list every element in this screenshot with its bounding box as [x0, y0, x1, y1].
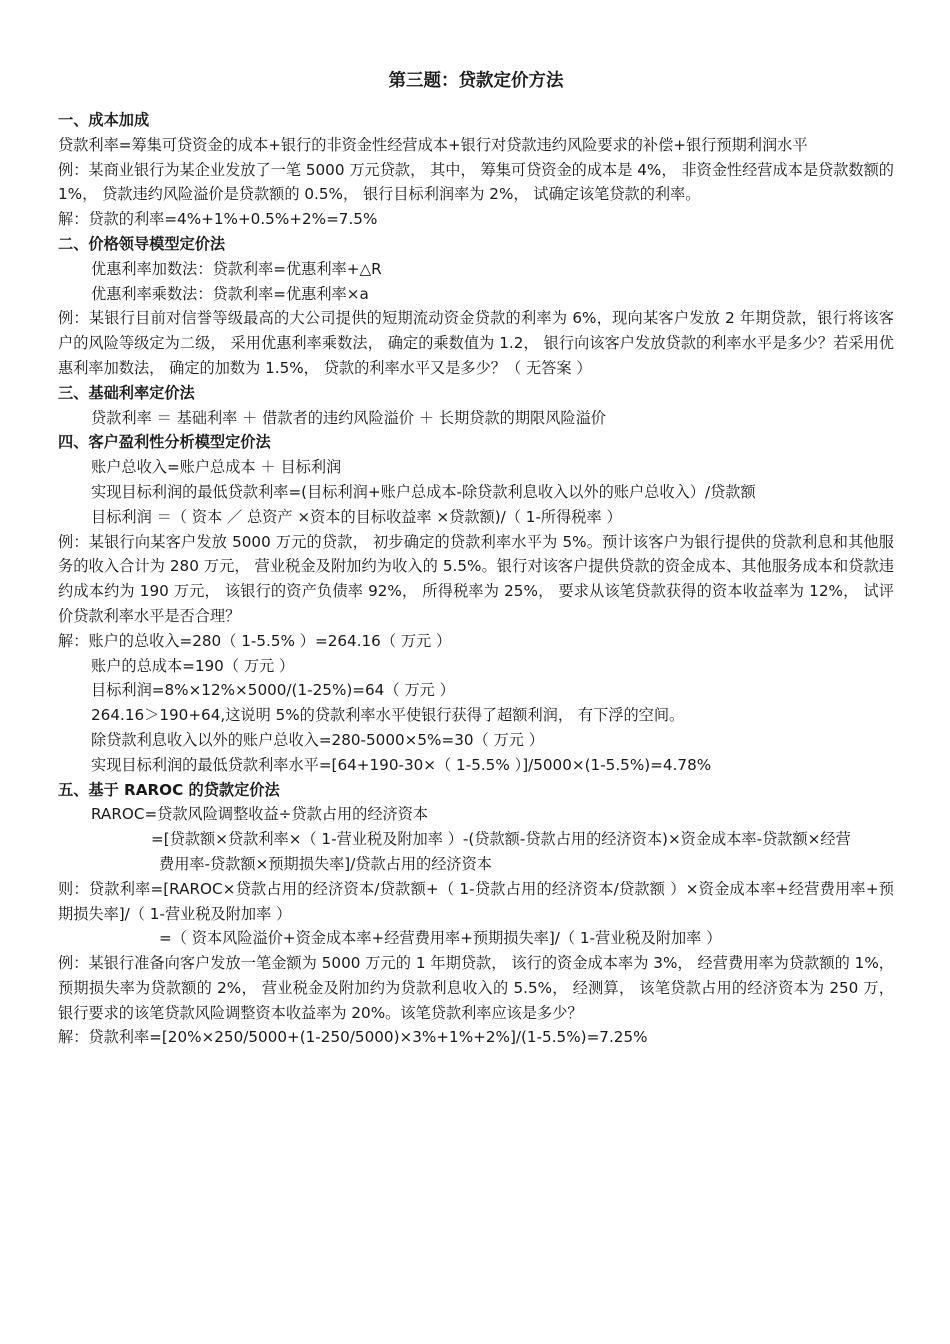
section-4-formula-2: 实现目标利润的最低贷款利率=(目标利润+账户总成本-除贷款利息收入以外的账户总收入）/贷款额: [91, 482, 756, 501]
section-5-solution: 解：贷款利率=[20%×250/5000+(1-250/5000)×3%+1%+2%]/(1-5.5%)=7.25%: [58, 1028, 648, 1047]
section-1-formula: 贷款利率=筹集可贷资金的成本+银行的非资金性经营成本+银行对贷款违约风险要求的补偿+银行预期利润水平: [58, 135, 808, 154]
section-4-solution-5: 除贷款利息收入以外的账户总收入=280-5000×5%=30（ 万元 ）: [91, 730, 544, 749]
section-4-heading: 四、客户盈利性分析模型定价法: [58, 433, 271, 452]
section-4-solution-2: 账户的总成本=190（ 万元 ）: [91, 656, 295, 675]
section-4-solution-1: 解：账户的总收入=280（ 1-5.5% ）=264.16（ 万元 ）: [58, 631, 452, 650]
document-page: [58, 68, 894, 1050]
page-title: 第三题：贷款定价方法: [388, 71, 564, 91]
section-2-mult-method: 优惠利率乘数法：贷款利率=优惠利率×a: [91, 284, 369, 303]
section-4-solution-4: 264.16＞190+64,这说明 5%的贷款利率水平使银行获得了超额利润， 有下浮的空间。: [91, 706, 685, 725]
section-5-then: 则：贷款利率=[RAROC×贷款占用的经济资本/贷款额+（ 1-贷款占用的经济资本/贷款额 ）×资金成本率+经营费用率+预期损失率]/（ 1-营业税及附加率 ）: [58, 879, 894, 923]
section-5-example: 例：某银行准备向客户发放一笔金额为 5000 万元的 1 年期贷款， 该行的资金成本率为 3%， 经营费用率为贷款额的 1%， 预期损失率为贷款额的 2%， 营业税金及附加约为贷款利息收入的 5.5%， 经测算， 该笔贷款占用的经济资本为 250 万， 银行要求的该笔贷款风险调整资本收益率为 20%。该笔贷款利率应该是多少？: [58, 954, 894, 1022]
section-1-heading: 一、成本加成: [58, 111, 150, 129]
section-1-solution: 解：贷款的利率=4%+1%+0.5%+2%=7.5%: [58, 210, 378, 229]
section-2-heading: 二、价格领导模型定价法: [58, 234, 226, 253]
section-5-then-2: =（ 资本风险溢价+资金成本率+经营费用率+预期损失率]/（ 1-营业税及附加率 ）: [159, 929, 722, 948]
section-4-example: 例：某银行向某客户发放 5000 万元的贷款， 初步确定的贷款利率水平为 5%。预计该客户为银行提供的贷款利息和其他服务的收入合计为 280 万元， 营业税金及附加约为收入的 5.5%。银行对该客户提供贷款的资金成本、其他服务成本和贷款违约成本约为 190 万元， 该银行的资产负债率 92%， 所得税率为 25%， 要求从该笔贷款获得的资本收益率为 12%， 试评价贷款利率水平是否合理？: [58, 532, 894, 625]
section-4-solution-3: 目标利润=8%×12%×5000/(1-25%)=64（ 万元 ）: [91, 681, 455, 700]
section-2-example: 例：某银行目前对信誉等级最高的大公司提供的短期流动资金贷款的利率为 6%，现向某客户发放 2 年期贷款，银行将该客户的风险等级定为二级， 采用优惠利率乘数法， 确定的乘数值为 1.2， 银行向该客户发放贷款的利率水平是多少？若采用优惠利率加数法， 确定的加数为 1.5%， 贷款的利率水平又是多少？（ 无答案 ）: [58, 309, 894, 377]
section-5-formula-2a: =[贷款额×贷款利率×（ 1-营业税及附加率 ）-(贷款额-贷款占用的经济资本)×资金成本率-贷款额×经营: [151, 830, 851, 849]
section-3-formula: 贷款利率 ＝ 基础利率 ＋ 借款者的违约风险溢价 ＋ 长期贷款的期限风险溢价: [91, 408, 606, 427]
section-5-heading: 五、基于 RAROC 的贷款定价法: [58, 780, 280, 799]
section-3-heading: 三、基础利率定价法: [58, 383, 195, 402]
section-4-formula-1: 账户总收入=账户总成本 ＋ 目标利润: [91, 458, 342, 477]
section-5-formula-1: RAROC=贷款风险调整收益÷贷款占用的经济资本: [91, 805, 429, 824]
section-5-formula-2b: 费用率-贷款额×预期损失率]/贷款占用的经济资本: [159, 854, 492, 873]
section-1-example: 例：某商业银行为某企业发放了一笔 5000 万元贷款， 其中， 筹集可贷资金的成本是 4%， 非资金性经营成本是贷款数额的 1%， 贷款违约风险溢价是贷款额的 0.5%， 银行目标利润率为 2%， 试确定该笔贷款的利率。: [58, 160, 894, 204]
section-2-add-method: 优惠利率加数法：贷款利率=优惠利率+△R: [91, 259, 382, 278]
section-4-formula-3: 目标利润 ＝（ 资本 ／ 总资产 ×资本的目标收益率 ×贷款额)/（ 1-所得税率 ）: [91, 507, 622, 526]
section-4-solution-6: 实现目标利润的最低贷款利率水平=[64+190-30×（ 1-5.5% ）]/5000×(1-5.5%)=4.78%: [91, 755, 712, 774]
